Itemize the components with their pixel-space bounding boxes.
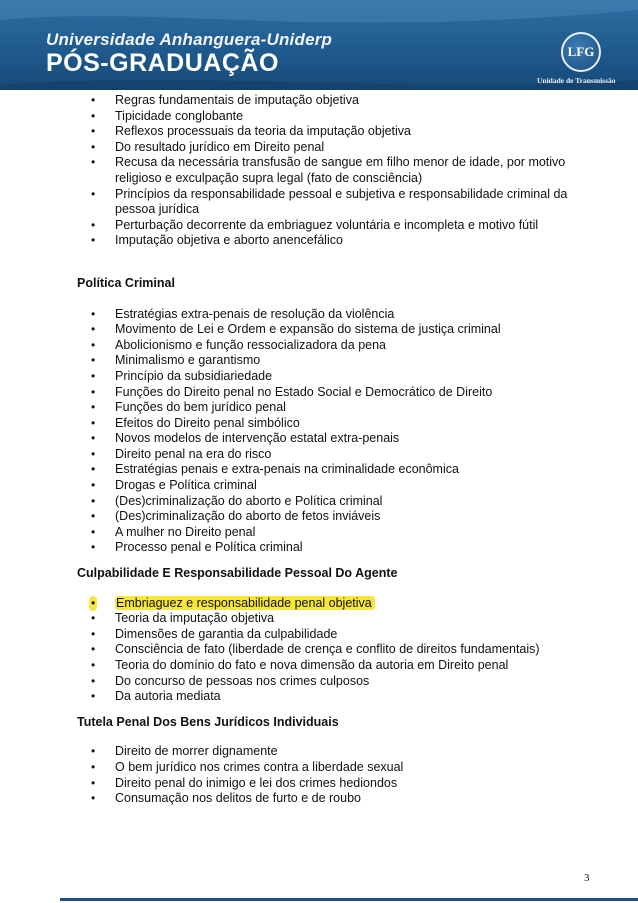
section-heading-tutela-penal: Tutela Penal Dos Bens Jurídicos Individuais: [77, 714, 339, 729]
bullet-icon: •: [91, 791, 96, 806]
list-item: • Regras fundamentais de imputação objetiva: [91, 93, 359, 107]
topic-list: [0, 744, 638, 806]
list-item-highlighted: [0, 596, 638, 612]
bullet-icon: •: [91, 233, 96, 248]
list-item: • Teoria da imputação objetiva: [91, 611, 275, 626]
topic-list: [0, 596, 638, 705]
bullet-icon: •: [91, 124, 96, 139]
list-item: • A mulher no Direito penal: [91, 524, 256, 539]
list-item: • Movimento de Lei e Ordem e expansão do sistema de justiça criminal: [91, 322, 501, 337]
lfg-logo: [561, 32, 601, 72]
list-item: • Minimalismo e garantismo: [91, 353, 261, 368]
program-title: PÓS-GRADUAÇÃO: [46, 49, 279, 77]
bullet-icon: •: [91, 775, 96, 790]
list-item: • Princípios da responsabilidade pessoal e subjetiva e responsabilidade criminal da pessoa jurídica: [91, 186, 568, 217]
list-item: • Processo penal e Política criminal: [91, 540, 303, 555]
list-item: • Perturbação decorrente da embriaguez voluntária e incompleta e motivo fútil: [91, 217, 539, 232]
list-item: • Da autoria mediata: [91, 689, 221, 704]
list-item: • Estratégias extra-penais de resolução da violência: [91, 306, 395, 321]
section-heading-politica-criminal: Política Criminal: [77, 275, 175, 290]
bullet-icon: •: [91, 186, 96, 201]
list-item: • Abolicionismo e função ressocializadora da pena: [91, 337, 386, 352]
list-item: • Funções do Direito penal no Estado Social e Democrático de Direito: [91, 384, 493, 399]
list-item: • Funções do bem jurídico penal: [91, 400, 286, 415]
bullet-icon: •: [91, 155, 96, 170]
list-item: • Do resultado jurídico em Direito penal: [91, 139, 325, 154]
bullet-icon: •: [91, 595, 96, 610]
logo-text: LFG: [567, 44, 595, 59]
bullet-icon: •: [91, 611, 96, 626]
list-item: • Tipicidade conglobante: [91, 108, 244, 123]
university-name: Universidade Anhanguera-Uniderp: [46, 30, 333, 49]
list-item: • Reflexos processuais da teoria da imputação objetiva: [91, 124, 412, 139]
list-item: • (Des)criminalização do aborto e Política criminal: [91, 493, 383, 508]
bullet-icon: •: [91, 322, 96, 337]
list-item: • Efeitos do Direito penal simbólico: [91, 415, 300, 430]
list-item: • Teoria do domínio do fato e nova dimensão da autoria em Direito penal: [91, 658, 509, 672]
bullet-icon: •: [91, 493, 96, 508]
list-item: • Consciência de fato (liberdade de crença e conflito de direitos fundamentais): [91, 642, 540, 657]
bullet-icon: •: [91, 306, 96, 321]
topic-list: [0, 93, 638, 249]
footer-divider: [60, 898, 638, 901]
document-body: [0, 93, 638, 807]
bullet-icon: •: [91, 462, 96, 477]
bullet-icon: •: [91, 540, 96, 555]
list-item: • Dimensões de garantia da culpabilidade: [91, 626, 338, 641]
list-item: • Do concurso de pessoas nos crimes culposos: [91, 673, 370, 688]
highlighted-text: Embriaguez e responsabilidade penal objetiva: [115, 596, 375, 610]
bullet-icon: •: [91, 108, 96, 123]
bullet-icon: •: [91, 415, 96, 430]
bullet-icon: •: [91, 642, 96, 657]
bullet-icon: •: [91, 353, 96, 368]
bullet-icon: •: [91, 658, 96, 672]
list-item: • Direito de morrer dignamente: [91, 744, 278, 759]
section-heading-culpabilidade: Culpabilidade E Responsabilidade Pessoal Do Agente: [77, 566, 398, 581]
list-item: • Novos modelos de intervenção estatal extra-penais: [91, 431, 400, 446]
bullet-icon: •: [91, 384, 96, 399]
list-item: • Estratégias penais e extra-penais na criminalidade econômica: [91, 462, 459, 477]
bullet-icon: •: [91, 524, 96, 539]
bullet-icon: •: [91, 744, 96, 759]
list-item: • (Des)criminalização do aborto de fetos inviáveis: [91, 509, 381, 524]
list-item: • Consumação nos delitos de furto e de roubo: [91, 791, 361, 806]
list-item: • Recusa da necessária transfusão de sangue em filho menor de idade, por motivo religioso e exculpação supra legal (fato de consciência): [91, 155, 566, 185]
bullet-icon: •: [91, 431, 96, 446]
topic-list: [0, 307, 638, 557]
bullet-icon: •: [91, 478, 96, 493]
bullet-icon: •: [91, 368, 96, 383]
list-item: • Princípio da subsidiariedade: [91, 368, 273, 383]
list-item: • Direito penal do inimigo e lei dos crimes hediondos: [91, 775, 398, 790]
logo-subtitle: Unidade de Transmissão: [537, 76, 616, 85]
list-item: • Direito penal na era do risco: [91, 446, 272, 461]
bullet-icon: •: [91, 139, 96, 154]
bullet-icon: •: [91, 93, 96, 107]
bullet-icon: •: [91, 626, 96, 641]
header-banner: [0, 0, 638, 90]
bullet-icon: •: [91, 400, 96, 415]
page-number: 3: [584, 872, 590, 884]
list-item: • Drogas e Política criminal: [91, 478, 257, 493]
bullet-icon: •: [91, 446, 96, 461]
bullet-icon: •: [91, 509, 96, 524]
list-item: • O bem jurídico nos crimes contra a liberdade sexual: [91, 759, 404, 774]
bullet-icon: •: [91, 689, 96, 704]
bullet-icon: •: [91, 217, 96, 232]
bullet-icon: •: [91, 673, 96, 688]
list-item: • Imputação objetiva e aborto anencefálico: [91, 233, 343, 248]
bullet-icon: •: [91, 759, 96, 774]
bullet-icon: •: [91, 337, 96, 352]
